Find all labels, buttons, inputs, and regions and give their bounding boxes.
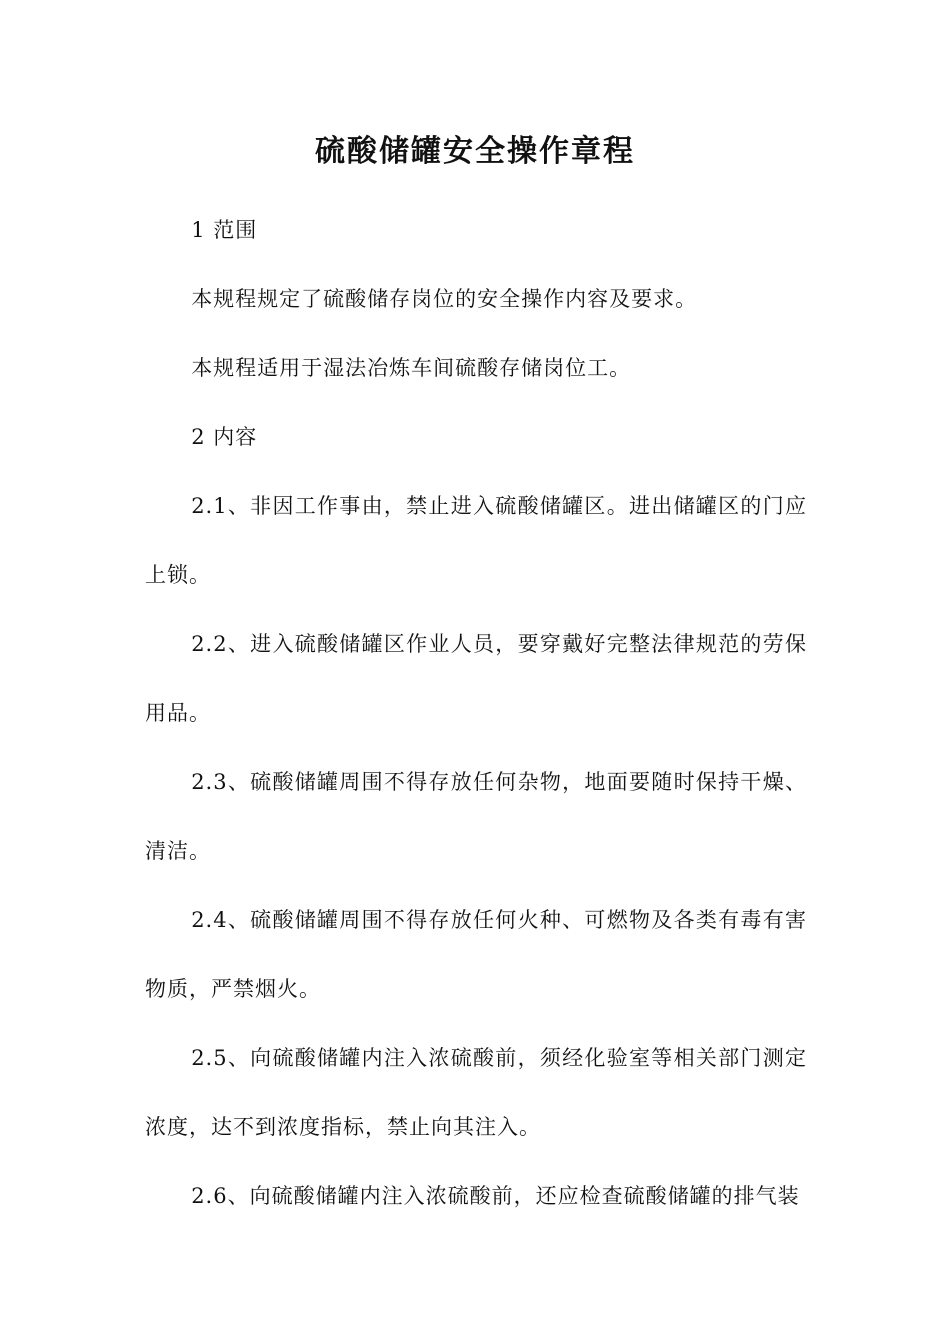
clause-2-2: 2.2、进入硫酸储罐区作业人员，要穿戴好完整法律规范的劳保用品。 bbox=[145, 632, 807, 725]
section-heading-scope: 1 范围 bbox=[191, 218, 258, 242]
clause-2-5: 2.5、向硫酸储罐内注入浓硫酸前，须经化验室等相关部门测定浓度，达不到浓度指标，禁止向其注入。 bbox=[145, 1046, 807, 1139]
paragraph: 本规程适用于湿法冶炼车间硫酸存储岗位工。 bbox=[191, 356, 632, 380]
clause-2-3: 2.3、硫酸储罐周围不得存放任何杂物，地面要随时保持干燥、清洁。 bbox=[145, 770, 807, 863]
document-title: 硫酸储罐安全操作章程 bbox=[315, 134, 635, 169]
clause-2-4: 2.4、硫酸储罐周围不得存放任何火种、可燃物及各类有毒有害物质，严禁烟火。 bbox=[145, 908, 807, 1001]
clause-2-1: 2.1、非因工作事由，禁止进入硫酸储罐区。进出储罐区的门应上锁。 bbox=[145, 494, 807, 587]
section-heading-content: 2 内容 bbox=[191, 425, 258, 449]
paragraph: 本规程规定了硫酸储存岗位的安全操作内容及要求。 bbox=[191, 287, 698, 311]
document-body bbox=[145, 196, 807, 1231]
clause-2-6: 2.6、向硫酸储罐内注入浓硫酸前，还应检查硫酸储罐的排气装 bbox=[191, 1184, 800, 1208]
